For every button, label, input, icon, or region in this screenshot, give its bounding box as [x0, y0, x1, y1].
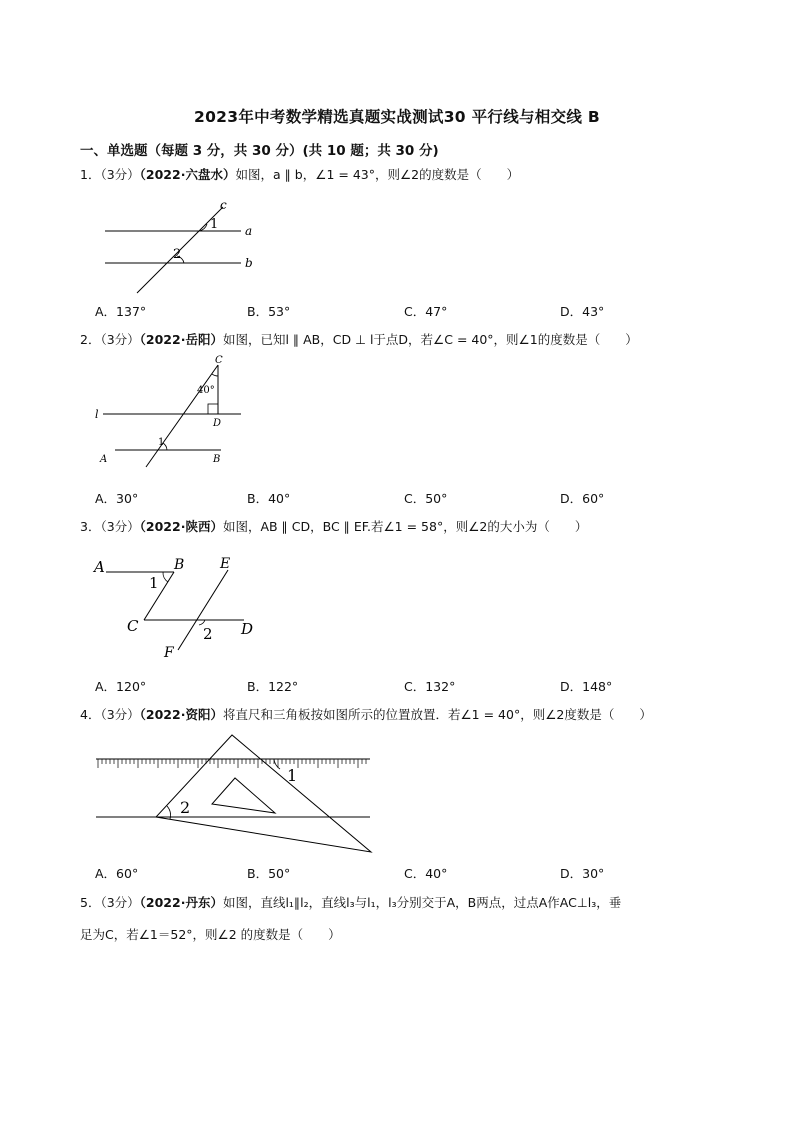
question-4-stem: [80, 705, 652, 725]
question-3-stem: [80, 517, 587, 537]
label-2: 2: [180, 798, 191, 817]
question-source: （2022·丹东）: [139, 895, 223, 910]
question-score: （3分）: [100, 707, 140, 722]
label-F: F: [164, 645, 174, 661]
question-number: 4．: [80, 707, 101, 722]
option-a[interactable]: A．30°: [95, 491, 139, 506]
option-d[interactable]: D．30°: [560, 866, 605, 881]
option-a[interactable]: A．120°: [95, 679, 147, 694]
triangle-inner-hole: [212, 778, 275, 813]
question-number: 5．: [80, 895, 101, 910]
label-A: A: [94, 558, 105, 576]
question-number: 3．: [80, 519, 101, 534]
question-score: （3分）: [100, 167, 140, 182]
option-d[interactable]: D．60°: [560, 491, 605, 506]
label-C: C: [215, 355, 223, 366]
angle-c-arc: [212, 374, 218, 376]
label-B: B: [174, 557, 185, 573]
label-D: D: [241, 620, 254, 638]
label-2: 2: [203, 625, 213, 643]
page-title: 2023年中考数学精选真题实战测试30 平行线与相交线 B: [193, 108, 601, 126]
question-source: （2022·六盘水）: [139, 167, 236, 182]
question-text: 如图，已知l ∥ AB，CD ⊥ l于点D，若∠C = 40°，则∠1的度数是（ ）: [222, 332, 638, 347]
option-a[interactable]: A．60°: [95, 866, 139, 881]
label-B: B: [213, 454, 221, 465]
option-c[interactable]: C．40°: [404, 866, 448, 881]
section-heading: 一、单选题（每题 3 分，共 30 分）(共 10 题；共 30 分): [80, 143, 439, 159]
label-D: D: [213, 418, 222, 429]
label-b: b: [245, 256, 253, 270]
question-text: 如图，AB ∥ CD，BC ∥ EF.若∠1 = 58°，则∠2的大小为（ ）: [222, 519, 588, 534]
ruler-ticks: [98, 759, 366, 768]
question-2-figure: [95, 355, 255, 470]
angle-1-arc: [274, 759, 280, 769]
question-source: （2022·陕西）: [139, 519, 223, 534]
question-text: 将直尺和三角板按如图所示的位置放置．若∠1 = 40°，则∠2度数是（ ）: [222, 707, 652, 722]
option-d[interactable]: D．43°: [560, 304, 605, 319]
question-source: （2022·岳阳）: [139, 332, 223, 347]
question-1-stem: [80, 165, 519, 185]
option-c[interactable]: C．50°: [404, 491, 448, 506]
question-number: 1．: [80, 167, 101, 182]
label-40: 40°: [197, 385, 215, 396]
option-b[interactable]: B．53°: [247, 304, 291, 319]
option-a[interactable]: A．137°: [95, 304, 147, 319]
label-a: a: [245, 224, 253, 238]
label-l: l: [95, 408, 99, 421]
angle-1-arc: [163, 572, 168, 582]
label-C: C: [127, 617, 139, 635]
question-3-figure: [92, 553, 267, 663]
option-c[interactable]: C．132°: [404, 679, 456, 694]
question-2-stem: [80, 330, 638, 350]
question-source: （2022·资阳）: [139, 707, 223, 722]
right-angle-mark: [208, 404, 218, 414]
question-score: （3分）: [100, 895, 140, 910]
question-number: 2．: [80, 332, 101, 347]
label-E: E: [220, 556, 231, 572]
question-score: （3分）: [100, 519, 140, 534]
label-A: A: [100, 454, 108, 465]
option-b[interactable]: B．50°: [247, 866, 291, 881]
question-5-stem-continued: 足为C，若∠1＝52°，则∠2 的度数是（ ）: [80, 927, 341, 942]
transversal: [146, 365, 221, 467]
option-b[interactable]: B．40°: [247, 491, 291, 506]
option-b[interactable]: B．122°: [247, 679, 299, 694]
label-c: c: [220, 198, 227, 212]
label-2: 2: [173, 247, 182, 262]
label-1: 1: [210, 217, 219, 232]
question-4-figure: [94, 733, 376, 857]
label-1: 1: [149, 574, 159, 592]
triangle-set-square: [156, 735, 371, 852]
option-c[interactable]: C．47°: [404, 304, 448, 319]
question-text: 如图，直线l₁∥l₂，直线l₃与l₁，l₃分别交于A，B两点，过点A作AC⊥l₃，垂: [222, 895, 622, 910]
label-1: 1: [158, 437, 165, 448]
question-score: （3分）: [100, 332, 140, 347]
label-1: 1: [287, 766, 298, 785]
question-text: 如图，a ∥ b，∠1 = 43°，则∠2的度数是（ ）: [235, 167, 520, 182]
question-5-stem: [80, 893, 621, 913]
option-d[interactable]: D．148°: [560, 679, 613, 694]
question-1-figure: [95, 195, 265, 295]
